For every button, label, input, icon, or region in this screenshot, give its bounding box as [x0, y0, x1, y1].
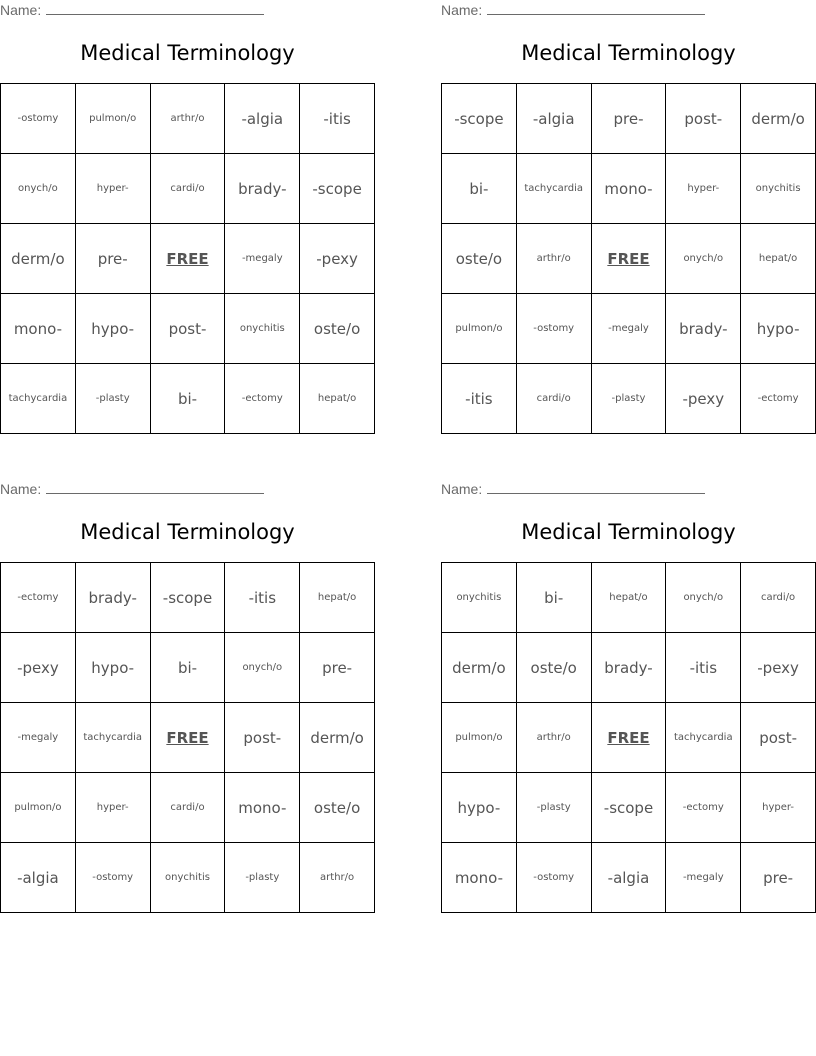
bingo-cell: brady- — [76, 563, 151, 633]
card-title: Medical Terminology — [80, 41, 295, 65]
bingo-card-2 — [441, 0, 816, 434]
bingo-cell: bi- — [442, 154, 517, 224]
bingo-grid — [441, 562, 816, 913]
bingo-cell: post- — [741, 703, 816, 773]
bingo-cell: oste/o — [300, 294, 375, 364]
bingo-cell: -scope — [592, 773, 667, 843]
name-blank-line — [487, 481, 705, 494]
bingo-cell: hepat/o — [592, 563, 667, 633]
bingo-cell: -itis — [666, 633, 741, 703]
bingo-cell: -ectomy — [666, 773, 741, 843]
bingo-cell: tachycardia — [517, 154, 592, 224]
bingo-cell: post- — [151, 294, 226, 364]
bingo-grid — [441, 83, 816, 434]
name-blank-line — [46, 481, 264, 494]
bingo-cell: pulmon/o — [1, 773, 76, 843]
bingo-cell: -megaly — [666, 843, 741, 913]
bingo-cell: hyper- — [76, 773, 151, 843]
bingo-cell: -megaly — [225, 224, 300, 294]
bingo-cell: hypo- — [76, 633, 151, 703]
bingo-cell: -ostomy — [517, 294, 592, 364]
bingo-cell: post- — [225, 703, 300, 773]
bingo-grid — [0, 83, 375, 434]
bingo-cell: -megaly — [1, 703, 76, 773]
bingo-cell: mono- — [592, 154, 667, 224]
bingo-cell: -megaly — [592, 294, 667, 364]
free-space: FREE — [592, 224, 667, 294]
bingo-cell: -plasty — [517, 773, 592, 843]
bingo-cell: bi- — [517, 563, 592, 633]
free-space: FREE — [592, 703, 667, 773]
name-field — [441, 481, 705, 497]
bingo-cell: -ectomy — [1, 563, 76, 633]
bingo-cell: -plasty — [225, 843, 300, 913]
bingo-cell: -pexy — [300, 224, 375, 294]
name-field — [0, 481, 264, 497]
bingo-cell: -ostomy — [76, 843, 151, 913]
bingo-cell: bi- — [151, 633, 226, 703]
bingo-cell: hypo- — [741, 294, 816, 364]
bingo-card-4 — [441, 479, 816, 913]
bingo-cell: -pexy — [1, 633, 76, 703]
bingo-cell: -algia — [517, 84, 592, 154]
bingo-cell: -itis — [442, 364, 517, 434]
bingo-cell: post- — [666, 84, 741, 154]
bingo-cell: oste/o — [300, 773, 375, 843]
bingo-cell: onych/o — [666, 224, 741, 294]
bingo-cell: onych/o — [666, 563, 741, 633]
bingo-cell: onych/o — [1, 154, 76, 224]
bingo-cell: hepat/o — [300, 563, 375, 633]
bingo-cell: pre- — [76, 224, 151, 294]
bingo-cell: arthr/o — [517, 224, 592, 294]
bingo-cell: -algia — [592, 843, 667, 913]
bingo-cell: pre- — [592, 84, 667, 154]
bingo-cell: pre- — [741, 843, 816, 913]
bingo-cell: cardi/o — [151, 154, 226, 224]
bingo-cell: hepat/o — [300, 364, 375, 434]
bingo-cell: derm/o — [300, 703, 375, 773]
bingo-cell: cardi/o — [741, 563, 816, 633]
free-space: FREE — [151, 224, 226, 294]
bingo-cell: onychitis — [741, 154, 816, 224]
free-space: FREE — [151, 703, 226, 773]
bingo-cell: arthr/o — [151, 84, 226, 154]
name-field — [441, 2, 705, 18]
bingo-cell: pulmon/o — [442, 294, 517, 364]
bingo-cell: arthr/o — [517, 703, 592, 773]
bingo-cell: -itis — [225, 563, 300, 633]
name-blank-line — [46, 2, 264, 15]
bingo-grid — [0, 562, 375, 913]
bingo-cell: -scope — [151, 563, 226, 633]
bingo-cell: -ectomy — [225, 364, 300, 434]
bingo-cell: -ectomy — [741, 364, 816, 434]
bingo-cell: -itis — [300, 84, 375, 154]
bingo-cell: -ostomy — [1, 84, 76, 154]
bingo-cell: -scope — [300, 154, 375, 224]
bingo-cell: tachycardia — [666, 703, 741, 773]
bingo-cell: mono- — [225, 773, 300, 843]
bingo-card-3 — [0, 479, 375, 913]
bingo-cell: mono- — [1, 294, 76, 364]
bingo-cell: -pexy — [741, 633, 816, 703]
bingo-cell: derm/o — [442, 633, 517, 703]
bingo-cell: hyper- — [666, 154, 741, 224]
bingo-cell: -algia — [225, 84, 300, 154]
name-blank-line — [487, 2, 705, 15]
bingo-cell: pre- — [300, 633, 375, 703]
bingo-cell: -plasty — [592, 364, 667, 434]
bingo-cell: hepat/o — [741, 224, 816, 294]
bingo-cell: hypo- — [76, 294, 151, 364]
bingo-cell: derm/o — [1, 224, 76, 294]
bingo-cell: -ostomy — [517, 843, 592, 913]
bingo-cell: hyper- — [741, 773, 816, 843]
bingo-cell: brady- — [592, 633, 667, 703]
bingo-cell: oste/o — [517, 633, 592, 703]
name-field — [0, 2, 264, 18]
bingo-cell: oste/o — [442, 224, 517, 294]
bingo-cell: tachycardia — [1, 364, 76, 434]
bingo-cell: onychitis — [442, 563, 517, 633]
bingo-cell: -plasty — [76, 364, 151, 434]
bingo-cell: hyper- — [76, 154, 151, 224]
name-label: Name: — [441, 2, 483, 18]
card-title: Medical Terminology — [80, 520, 295, 544]
bingo-cell: -pexy — [666, 364, 741, 434]
bingo-cell: brady- — [225, 154, 300, 224]
bingo-cell: tachycardia — [76, 703, 151, 773]
bingo-card-1 — [0, 0, 375, 434]
name-label: Name: — [0, 2, 42, 18]
bingo-cell: brady- — [666, 294, 741, 364]
name-label: Name: — [441, 481, 483, 497]
bingo-cell: bi- — [151, 364, 226, 434]
bingo-cell: mono- — [442, 843, 517, 913]
bingo-cell: onychitis — [225, 294, 300, 364]
bingo-cell: arthr/o — [300, 843, 375, 913]
bingo-cell: -algia — [1, 843, 76, 913]
bingo-cell: -scope — [442, 84, 517, 154]
bingo-cell: derm/o — [741, 84, 816, 154]
bingo-cell: cardi/o — [151, 773, 226, 843]
bingo-cell: cardi/o — [517, 364, 592, 434]
bingo-cell: hypo- — [442, 773, 517, 843]
card-title: Medical Terminology — [521, 520, 736, 544]
name-label: Name: — [0, 481, 42, 497]
bingo-cell: onych/o — [225, 633, 300, 703]
bingo-cell: pulmon/o — [76, 84, 151, 154]
bingo-cell: pulmon/o — [442, 703, 517, 773]
card-title: Medical Terminology — [521, 41, 736, 65]
bingo-cell: onychitis — [151, 843, 226, 913]
